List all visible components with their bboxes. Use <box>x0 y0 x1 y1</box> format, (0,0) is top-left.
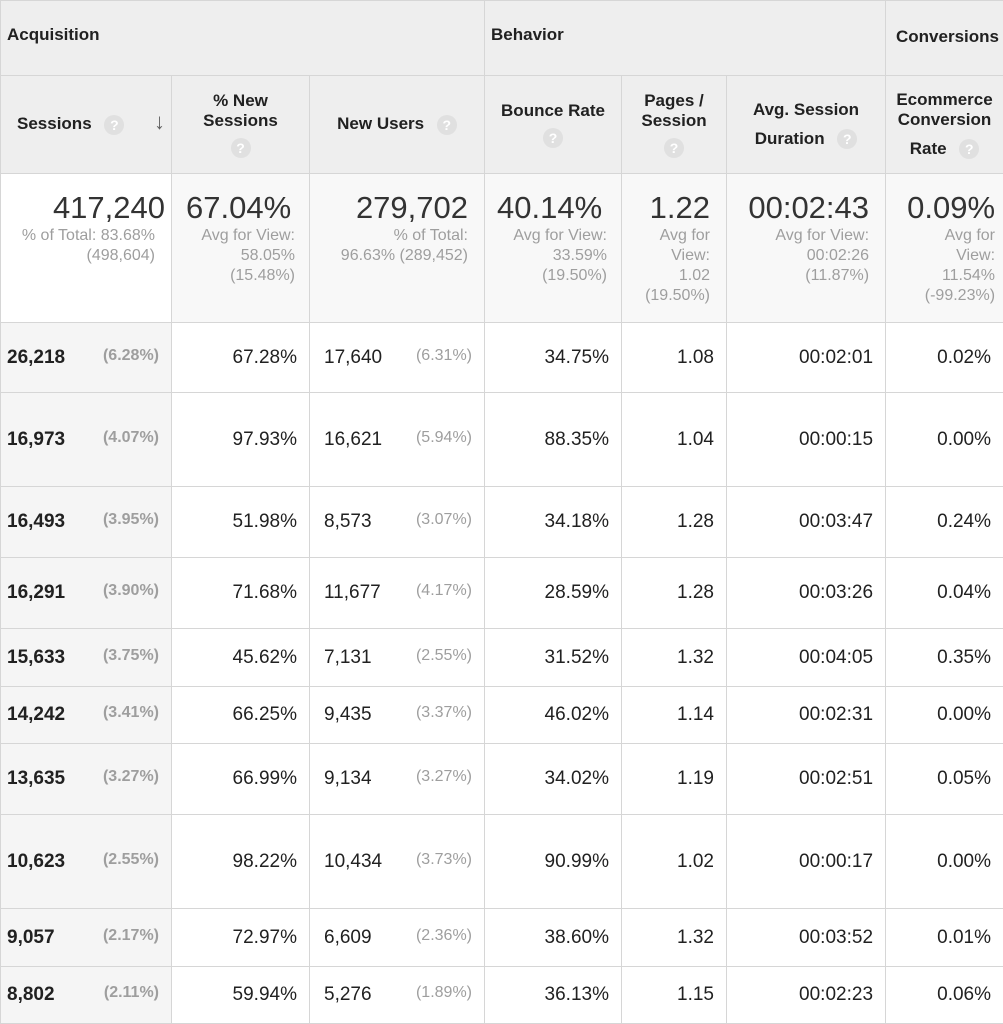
cell-avg-session-duration: 00:02:51 <box>727 744 886 815</box>
column-sessions[interactable]: Sessions ? ↓ <box>1 76 172 174</box>
cell-sessions: 14,242 (3.41%) <box>1 687 172 744</box>
cell-bounce-rate: 38.60% <box>485 909 622 967</box>
cell-new-users: 17,640 (6.31%) <box>310 323 485 393</box>
help-circle-icon[interactable]: ? <box>543 128 563 148</box>
column-new-sessions[interactable]: % New Sessions ? <box>172 76 310 174</box>
table-row[interactable] <box>1 909 1003 967</box>
cell-pages-per-session: 1.08 <box>622 323 727 393</box>
group-behavior: Behavior <box>485 1 886 76</box>
cell-new-users: 8,573 (3.07%) <box>310 487 485 558</box>
cell-ecommerce-conversion-rate: 0.06% <box>886 967 1003 1024</box>
cell-avg-session-duration: 00:03:47 <box>727 487 886 558</box>
cell-sessions: 13,635 (3.27%) <box>1 744 172 815</box>
cell-ecommerce-conversion-rate: 0.02% <box>886 323 1003 393</box>
total-sessions: 417,240 % of Total: 83.68% (498,604) <box>1 174 172 323</box>
cell-new-users: 10,434 (3.73%) <box>310 815 485 909</box>
group-conversions: Conversions <box>886 1 1003 76</box>
cell-bounce-rate: 34.18% <box>485 487 622 558</box>
cell-new-sessions: 98.22% <box>172 815 310 909</box>
cell-sessions: 9,057 (2.17%) <box>1 909 172 967</box>
table-row[interactable] <box>1 967 1003 1024</box>
help-circle-icon[interactable]: ? <box>437 115 457 135</box>
cell-new-users: 16,621 (5.94%) <box>310 393 485 487</box>
column-bounce-rate[interactable]: Bounce Rate ? <box>485 76 622 174</box>
cell-bounce-rate: 46.02% <box>485 687 622 744</box>
cell-sessions: 16,493 (3.95%) <box>1 487 172 558</box>
help-circle-icon[interactable]: ? <box>104 115 124 135</box>
total-avg-session-duration: 00:02:43 Avg for View: 00:02:26 (11.87%) <box>727 174 886 323</box>
cell-avg-session-duration: 00:03:52 <box>727 909 886 967</box>
table-row[interactable] <box>1 323 1003 393</box>
cell-sessions: 15,633 (3.75%) <box>1 629 172 687</box>
cell-new-users: 11,677 (4.17%) <box>310 558 485 629</box>
cell-avg-session-duration: 00:03:26 <box>727 558 886 629</box>
cell-pages-per-session: 1.04 <box>622 393 727 487</box>
table-row[interactable] <box>1 487 1003 558</box>
table-row[interactable] <box>1 815 1003 909</box>
cell-new-users: 9,134 (3.27%) <box>310 744 485 815</box>
help-circle-icon[interactable]: ? <box>664 138 684 158</box>
cell-new-sessions: 66.99% <box>172 744 310 815</box>
cell-new-sessions: 67.28% <box>172 323 310 393</box>
table-row[interactable] <box>1 687 1003 744</box>
column-new-users[interactable]: New Users ? <box>310 76 485 174</box>
cell-new-sessions: 66.25% <box>172 687 310 744</box>
cell-bounce-rate: 34.75% <box>485 323 622 393</box>
table-row[interactable] <box>1 393 1003 487</box>
cell-sessions: 26,218 (6.28%) <box>1 323 172 393</box>
cell-avg-session-duration: 00:00:15 <box>727 393 886 487</box>
cell-bounce-rate: 28.59% <box>485 558 622 629</box>
total-new-users: 279,702 % of Total: 96.63% (289,452) <box>310 174 485 323</box>
cell-avg-session-duration: 00:04:05 <box>727 629 886 687</box>
cell-new-users: 6,609 (2.36%) <box>310 909 485 967</box>
cell-new-users: 9,435 (3.37%) <box>310 687 485 744</box>
group-header-row <box>1 1 1003 76</box>
cell-pages-per-session: 1.32 <box>622 629 727 687</box>
cell-new-sessions: 97.93% <box>172 393 310 487</box>
cell-bounce-rate: 36.13% <box>485 967 622 1024</box>
cell-bounce-rate: 88.35% <box>485 393 622 487</box>
cell-ecommerce-conversion-rate: 0.00% <box>886 687 1003 744</box>
cell-sessions: 8,802 (2.11%) <box>1 967 172 1024</box>
group-acquisition: Acquisition <box>1 1 485 76</box>
cell-pages-per-session: 1.28 <box>622 558 727 629</box>
cell-new-users: 7,131 (2.55%) <box>310 629 485 687</box>
help-circle-icon[interactable]: ? <box>231 138 251 158</box>
cell-pages-per-session: 1.14 <box>622 687 727 744</box>
cell-new-sessions: 71.68% <box>172 558 310 629</box>
data-rows <box>1 323 1003 1024</box>
total-ecommerce-conversion-rate: 0.09% Avg for View: 11.54% (-99.23%) <box>886 174 1003 323</box>
cell-bounce-rate: 34.02% <box>485 744 622 815</box>
column-ecommerce-conversion-rate[interactable]: Ecommerce Conversion Rate ? <box>886 76 1003 174</box>
cell-new-users: 5,276 (1.89%) <box>310 967 485 1024</box>
cell-sessions: 16,291 (3.90%) <box>1 558 172 629</box>
cell-pages-per-session: 1.28 <box>622 487 727 558</box>
cell-avg-session-duration: 00:02:23 <box>727 967 886 1024</box>
cell-bounce-rate: 31.52% <box>485 629 622 687</box>
cell-pages-per-session: 1.32 <box>622 909 727 967</box>
cell-pages-per-session: 1.02 <box>622 815 727 909</box>
help-circle-icon[interactable]: ? <box>837 129 857 149</box>
total-bounce-rate: 40.14% Avg for View: 33.59% (19.50%) <box>485 174 622 323</box>
table-row[interactable] <box>1 558 1003 629</box>
cell-avg-session-duration: 00:02:31 <box>727 687 886 744</box>
cell-ecommerce-conversion-rate: 0.00% <box>886 393 1003 487</box>
cell-ecommerce-conversion-rate: 0.01% <box>886 909 1003 967</box>
cell-sessions: 10,623 (2.55%) <box>1 815 172 909</box>
help-circle-icon[interactable]: ? <box>959 139 979 159</box>
cell-ecommerce-conversion-rate: 0.35% <box>886 629 1003 687</box>
cell-avg-session-duration: 00:00:17 <box>727 815 886 909</box>
cell-new-sessions: 72.97% <box>172 909 310 967</box>
totals-row <box>1 174 1003 323</box>
cell-bounce-rate: 90.99% <box>485 815 622 909</box>
arrow-down-icon[interactable]: ↓ <box>154 109 165 134</box>
column-pages-per-session[interactable]: Pages / Session ? <box>622 76 727 174</box>
cell-ecommerce-conversion-rate: 0.05% <box>886 744 1003 815</box>
cell-sessions: 16,973 (4.07%) <box>1 393 172 487</box>
cell-pages-per-session: 1.15 <box>622 967 727 1024</box>
cell-pages-per-session: 1.19 <box>622 744 727 815</box>
cell-ecommerce-conversion-rate: 0.04% <box>886 558 1003 629</box>
cell-ecommerce-conversion-rate: 0.00% <box>886 815 1003 909</box>
column-avg-session-duration[interactable]: Avg. Session Duration ? <box>727 76 886 174</box>
total-new-sessions: 67.04% Avg for View: 58.05% (15.48%) <box>172 174 310 323</box>
table-row[interactable] <box>1 629 1003 687</box>
cell-avg-session-duration: 00:02:01 <box>727 323 886 393</box>
cell-ecommerce-conversion-rate: 0.24% <box>886 487 1003 558</box>
total-pages-per-session: 1.22 Avg for View: 1.02 (19.50%) <box>622 174 727 323</box>
cell-new-sessions: 51.98% <box>172 487 310 558</box>
table-row[interactable] <box>1 744 1003 815</box>
column-header-row <box>1 76 1003 174</box>
cell-new-sessions: 45.62% <box>172 629 310 687</box>
cell-new-sessions: 59.94% <box>172 967 310 1024</box>
